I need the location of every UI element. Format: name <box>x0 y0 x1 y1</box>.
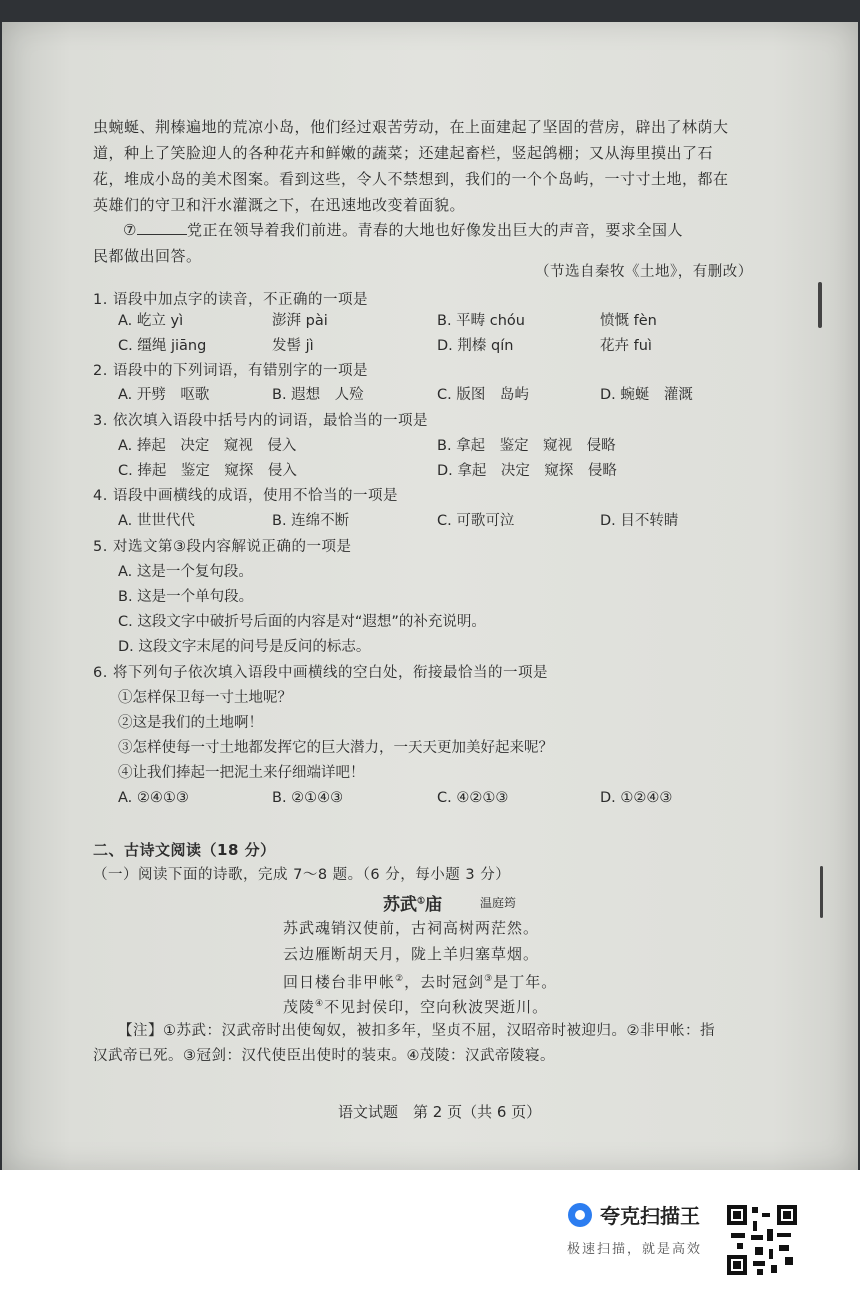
poem-line <box>283 969 557 992</box>
passage-paragraph-7 <box>123 220 683 240</box>
option-d: D. 拿起 决定 窥探 侵略 <box>437 463 617 479</box>
option-c: C. ④②①③ <box>437 790 509 806</box>
question-stem: 6. 将下列句子依次填入语段中画横线的空白处，衔接最恰当的一项是 <box>93 665 548 681</box>
option-c: C. 这段文字中破折号后面的内容是对“遐想”的补充说明。 <box>118 614 486 630</box>
paragraph-text: 党正在领导着我们前进。青春的大地也好像发出巨大的声音，要求全国人 <box>186 221 683 239</box>
poem-note: 汉武帝已死。③冠剑：汉代使臣出使时的装束。④茂陵：汉武帝陵寝。 <box>93 1048 555 1064</box>
option-a: A. 这是一个复句段。 <box>118 564 253 580</box>
scanner-brand: 夸克扫描王 <box>600 1204 700 1228</box>
option-c: C. 版图 岛屿 <box>437 387 529 403</box>
poem-line-part: 茂陵 <box>283 998 316 1016</box>
poem-title <box>383 890 442 915</box>
option-c: C. 可歌可泣 <box>437 513 515 529</box>
option-a: A. 屹立 yì <box>118 313 184 329</box>
scanner-slogan: 极速扫描，就是高效 <box>567 1242 703 1257</box>
question-stem: 4. 语段中画横线的成语，使用不恰当的一项是 <box>93 488 398 504</box>
option-b-word2: 愤慨 fèn <box>600 313 657 329</box>
footnote-marker: ① <box>417 896 426 907</box>
poem-note: 【注】①苏武：汉武帝时出使匈奴，被扣多年，坚贞不屈，汉昭帝时被迎归。②非甲帐：指 <box>118 1023 715 1039</box>
option-b: B. 遐想 人殓 <box>272 387 364 403</box>
option-b: B. 平畴 chóu <box>437 313 525 329</box>
option-c: C. 缰绳 jiāng <box>118 338 207 354</box>
fill-blank <box>137 220 187 235</box>
qr-code-icon <box>727 1205 797 1275</box>
sentence-1: ①怎样保卫每一寸土地呢？ <box>118 690 292 706</box>
poem-line-part: ，去时冠剑 <box>404 973 485 991</box>
poem-line <box>283 994 548 1017</box>
poem-line: 云边雁断胡天月，陇上羊归塞草烟。 <box>283 945 540 963</box>
section-heading: 二、古诗文阅读（18 分） <box>93 841 276 859</box>
passage-line: 花，堆成小岛的美术图案。看到这些，令人不禁想到，我们的一个个岛屿，一寸寸土地，都在 <box>93 170 729 188</box>
page-edge-mark <box>818 282 822 328</box>
poem-title-tail: 庙 <box>425 895 443 915</box>
option-d: D. ①②④③ <box>600 790 673 806</box>
poem-line-part: 回日楼台非甲帐 <box>283 973 396 991</box>
section-instruction: （一）阅读下面的诗歌，完成 7～8 题。（6 分，每小题 3 分） <box>93 867 511 883</box>
passage-line: 英雄们的守卫和汗水灌溉之下，在迅速地改变着面貌。 <box>93 196 466 214</box>
poem-line-part: 不见封侯印，空向秋波哭逝川。 <box>324 998 549 1016</box>
footnote-marker: ③ <box>484 974 494 984</box>
sentence-2: ②这是我们的土地啊！ <box>118 715 263 731</box>
option-d: D. 这段文字末尾的问号是反问的标志。 <box>118 639 371 655</box>
footnote-marker: ② <box>395 974 405 984</box>
option-a-word2: 澎湃 pài <box>272 313 328 329</box>
question-stem: 2. 语段中的下列词语，有错别字的一项是 <box>93 363 368 379</box>
option-b: B. 拿起 鉴定 窥视 侵略 <box>437 438 616 454</box>
question-stem: 5. 对选文第③段内容解说正确的一项是 <box>93 539 352 555</box>
option-a: A. ②④①③ <box>118 790 189 806</box>
page-edge-mark <box>820 866 823 918</box>
option-c-word2: 发髻 jì <box>272 338 314 354</box>
poem-author: 温庭筠 <box>480 896 517 910</box>
question-stem: 1. 语段中加点字的读音，不正确的一项是 <box>93 292 368 308</box>
passage-source: （节选自秦牧《土地》，有删改） <box>535 264 753 280</box>
option-b: B. 这是一个单句段。 <box>118 589 254 605</box>
poem-title-text: 苏武 <box>383 895 417 915</box>
option-d-word2: 花卉 fuì <box>600 338 652 354</box>
question-stem: 3. 依次填入语段中括号内的词语，最恰当的一项是 <box>93 413 428 429</box>
option-d: D. 目不转睛 <box>600 513 679 529</box>
poem-line: 苏武魂销汉使前，古祠高树两茫然。 <box>283 919 540 937</box>
option-a: A. 开劈 呕歌 <box>118 387 210 403</box>
option-c: C. 捧起 鉴定 窥探 侵入 <box>118 463 297 479</box>
option-d: D. 蜿蜒 灌溉 <box>600 387 693 403</box>
sentence-4: ④让我们捧起一把泥土来仔细端详吧！ <box>118 765 365 781</box>
paragraph-number: ⑦ <box>123 221 137 239</box>
option-a: A. 世世代代 <box>118 513 195 529</box>
option-b: B. 连绵不断 <box>272 513 350 529</box>
option-d: D. 荆榛 qín <box>437 338 514 354</box>
option-b: B. ②①④③ <box>272 790 344 806</box>
sentence-3: ③怎样使每一寸土地都发挥它的巨大潜力，一天天更加美好起来呢？ <box>118 740 553 756</box>
poem-line-part: 是丁年。 <box>493 973 558 991</box>
passage-line: 虫蜿蜒、荆榛遍地的荒凉小岛，他们经过艰苦劳动，在上面建起了坚固的营房，辟出了林荫大 <box>93 118 729 136</box>
option-a: A. 捧起 决定 窥视 侵入 <box>118 438 297 454</box>
footnote-marker: ④ <box>315 999 325 1009</box>
passage-line: 道，种上了笑脸迎人的各种花卉和鲜嫩的蔬菜；还建起畜栏，竖起鸽棚；又从海里摸出了石 <box>93 144 714 162</box>
page-number: 语文试题 第 2 页（共 6 页） <box>338 1103 542 1121</box>
passage-line: 民都做出回答。 <box>93 247 202 265</box>
scanner-logo-icon <box>568 1203 592 1227</box>
